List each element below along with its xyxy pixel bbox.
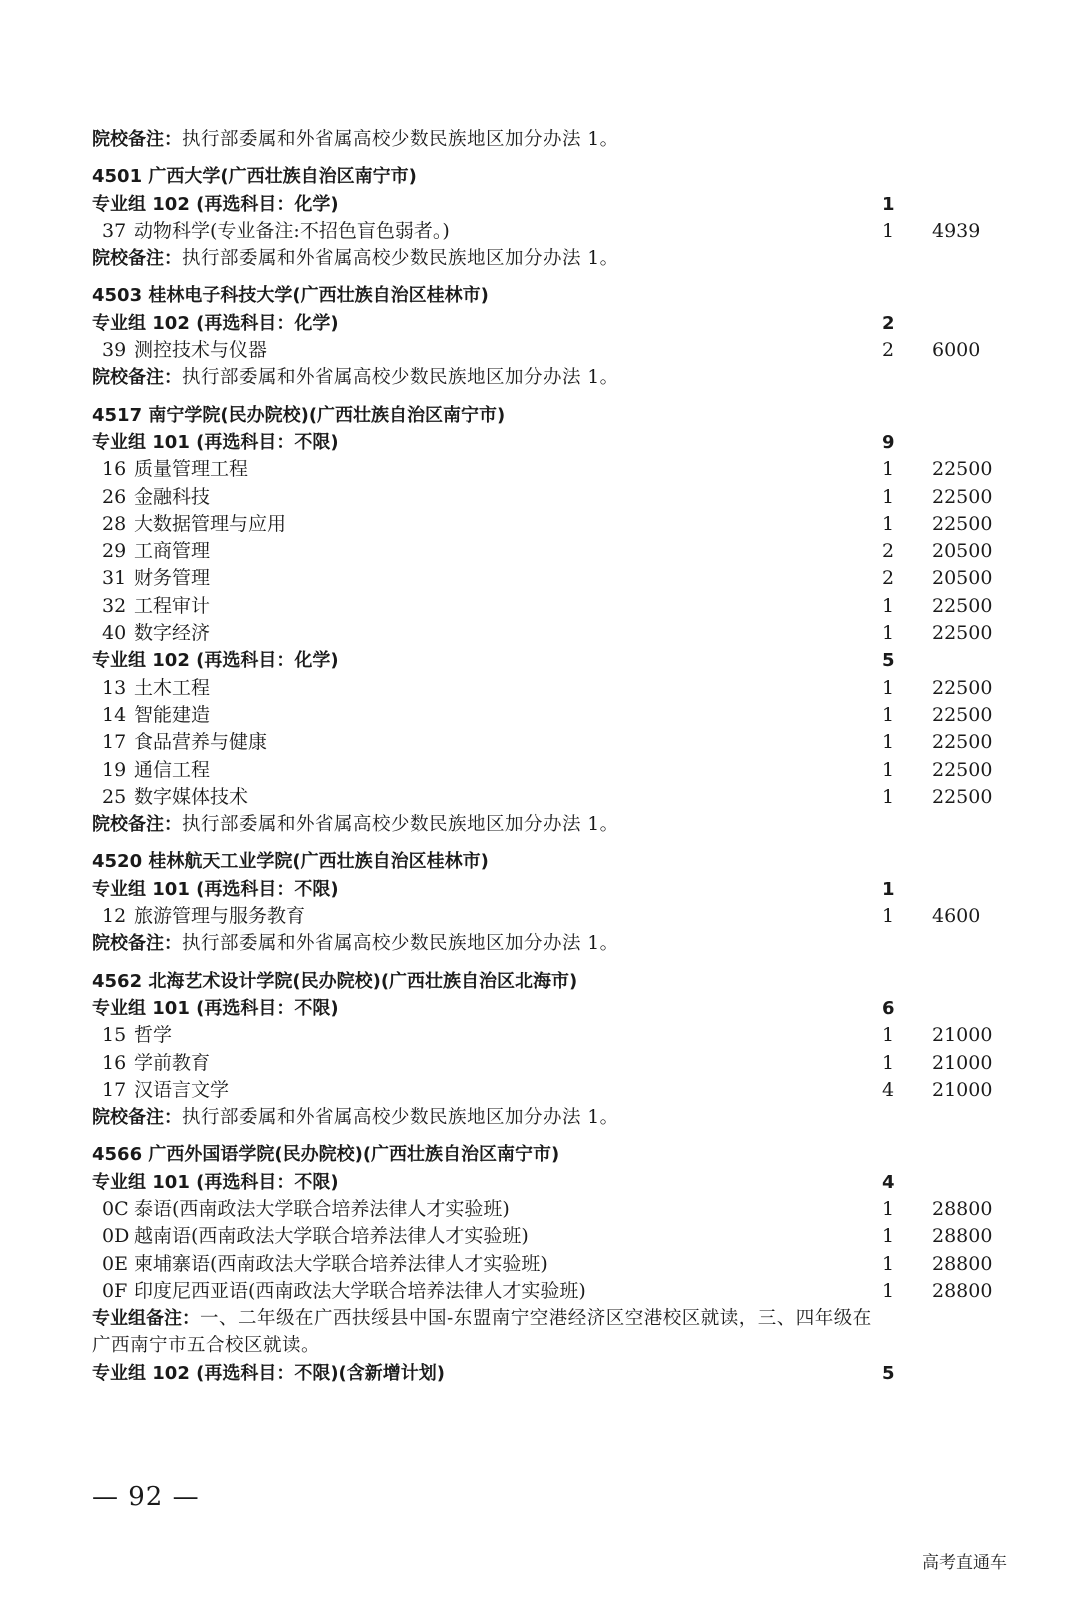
- school-header: 4520 桂林航天工业学院(广西壮族自治区桂林市): [92, 851, 489, 873]
- major-code: 16: [102, 458, 127, 481]
- major-name: 工商管理: [134, 540, 211, 563]
- major-plan-count: 1: [882, 758, 895, 781]
- school-section: [92, 968, 992, 1132]
- major-plan-count: 1: [882, 731, 895, 754]
- major-name: 食品营养与健康: [134, 731, 268, 754]
- school-section: [92, 402, 992, 839]
- page-number: — 92 —: [92, 1482, 200, 1512]
- major-name: 哲学: [134, 1024, 173, 1047]
- major-code: 29: [102, 540, 127, 563]
- major-row: [92, 538, 992, 565]
- major-row: [92, 484, 992, 511]
- major-group-header: [92, 429, 992, 456]
- major-name: 学前教育: [134, 1051, 211, 1074]
- major-code: 17: [102, 1078, 127, 1101]
- major-plan-count: 2: [882, 567, 895, 590]
- major-code: 32: [102, 594, 127, 617]
- school-remark: [92, 930, 992, 957]
- major-tuition: 21000: [932, 1051, 993, 1074]
- school-remark: [92, 364, 992, 391]
- major-name: 印度尼西亚语(西南政法大学联合培养法律人才实验班): [134, 1279, 586, 1302]
- school-remark: [92, 1104, 992, 1131]
- major-group-header: [92, 1169, 992, 1196]
- major-code: 26: [102, 485, 127, 508]
- major-name: 智能建造: [134, 703, 211, 726]
- school-section: [92, 848, 992, 957]
- major-plan-count: 1: [882, 219, 895, 242]
- group-count: 9: [882, 431, 895, 453]
- school-section: [92, 282, 992, 391]
- major-code: 40: [102, 622, 127, 645]
- major-group-header: [92, 191, 992, 218]
- school-section: [92, 1141, 992, 1387]
- remark-text: 执行部委属和外省属高校少数民族地区加分办法 1。: [182, 129, 619, 150]
- group-remark-continuation: [92, 1332, 992, 1359]
- remark-label: 院校备注：: [92, 367, 182, 389]
- remark-text: 执行部委属和外省属高校少数民族地区加分办法 1。: [182, 1107, 619, 1129]
- remark-label: 院校备注：: [92, 814, 182, 836]
- group-title: 专业组 102 (再选科目：化学): [92, 193, 339, 215]
- major-plan-count: 1: [882, 512, 895, 535]
- major-name: 财务管理: [134, 567, 211, 590]
- major-name: 数字媒体技术: [134, 785, 249, 808]
- major-name: 大数据管理与应用: [134, 512, 287, 535]
- major-row: [92, 337, 992, 364]
- major-plan-count: 1: [882, 905, 895, 928]
- school-header: 4503 桂林电子科技大学(广西壮族自治区桂林市): [92, 285, 489, 307]
- major-code: 39: [102, 339, 127, 362]
- remark-text: 执行部委属和外省属高校少数民族地区加分办法 1。: [182, 367, 619, 389]
- school-remark: [92, 811, 992, 838]
- major-plan-count: 1: [882, 1051, 895, 1074]
- group-remark-label: 专业组备注：: [92, 1308, 200, 1330]
- school-remark: [92, 245, 992, 272]
- school-section: [92, 163, 992, 272]
- school-header: 4501 广西大学(广西壮族自治区南宁市): [92, 166, 417, 188]
- major-tuition: 22500: [932, 785, 993, 808]
- major-plan-count: 1: [882, 1279, 895, 1302]
- group-title: 专业组 102 (再选科目：化学): [92, 650, 339, 672]
- major-name: 数字经济: [134, 622, 211, 645]
- remark-label: 院校备注：: [92, 129, 182, 150]
- major-tuition: 4600: [932, 905, 981, 928]
- major-tuition: 20500: [932, 540, 993, 563]
- major-row: [92, 565, 992, 592]
- major-plan-count: 1: [882, 703, 895, 726]
- major-tuition: 4939: [932, 219, 981, 242]
- major-row: [92, 511, 992, 538]
- major-row: [92, 1022, 992, 1049]
- school-header: 4517 南宁学院(民办院校)(广西壮族自治区南宁市): [92, 404, 506, 426]
- major-row: [92, 1077, 992, 1104]
- major-plan-count: 1: [882, 1024, 895, 1047]
- remark-text: 执行部委属和外省属高校少数民族地区加分办法 1。: [182, 248, 619, 270]
- major-row: [92, 1050, 992, 1077]
- group-title: 专业组 101 (再选科目：不限): [92, 431, 339, 453]
- major-plan-count: 1: [882, 458, 895, 481]
- group-title: 专业组 102 (再选科目：化学): [92, 312, 339, 334]
- major-row: [92, 593, 992, 620]
- major-row: [92, 1196, 992, 1223]
- major-plan-count: 2: [882, 339, 895, 362]
- remark-text: 执行部委属和外省属高校少数民族地区加分办法 1。: [182, 814, 619, 836]
- major-name: 通信工程: [134, 758, 211, 781]
- major-plan-count: 1: [882, 785, 895, 808]
- remark-text: 执行部委属和外省属高校少数民族地区加分办法 1。: [182, 933, 619, 955]
- major-code: 37: [102, 219, 127, 242]
- major-code: 12: [102, 905, 127, 928]
- major-tuition: 28800: [932, 1252, 993, 1275]
- major-plan-count: 1: [882, 676, 895, 699]
- major-plan-count: 1: [882, 1252, 895, 1275]
- major-row: [92, 784, 992, 811]
- group-count: 5: [882, 1362, 895, 1384]
- major-name: 金融科技: [134, 485, 211, 508]
- major-tuition: 22500: [932, 676, 993, 699]
- major-row: [92, 702, 992, 729]
- major-plan-count: 1: [882, 1225, 895, 1248]
- major-plan-count: 1: [882, 1197, 895, 1220]
- major-code: 31: [102, 567, 127, 590]
- major-name: 质量管理工程: [134, 458, 249, 481]
- major-row: [92, 218, 992, 245]
- major-tuition: 22500: [932, 703, 993, 726]
- major-row: [92, 729, 992, 756]
- major-tuition: 21000: [932, 1024, 993, 1047]
- group-count: 4: [882, 1171, 895, 1193]
- school-remark: [92, 126, 992, 153]
- major-name: 测控技术与仪器: [134, 339, 268, 362]
- group-count: 1: [882, 878, 895, 900]
- school-header: 4562 北海艺术设计学院(民办院校)(广西壮族自治区北海市): [92, 970, 578, 992]
- school-header: 4566 广西外国语学院(民办院校)(广西壮族自治区南宁市): [92, 1144, 560, 1166]
- major-tuition: 28800: [932, 1279, 993, 1302]
- major-group-header: [92, 1360, 992, 1387]
- document-body: [92, 126, 992, 1387]
- major-row: [92, 1278, 992, 1305]
- major-group-header: [92, 310, 992, 337]
- major-name: 工程审计: [134, 594, 211, 617]
- major-row: [92, 757, 992, 784]
- major-plan-count: 1: [882, 622, 895, 645]
- group-count: 5: [882, 650, 895, 672]
- major-code: 19: [102, 758, 127, 781]
- major-code: 25: [102, 785, 127, 808]
- remark-label: 院校备注：: [92, 933, 182, 955]
- major-code: 16: [102, 1051, 127, 1074]
- major-tuition: 22500: [932, 622, 993, 645]
- group-count: 6: [882, 997, 895, 1019]
- remark-label: 院校备注：: [92, 1107, 182, 1129]
- major-name: 旅游管理与服务教育: [134, 905, 306, 928]
- major-plan-count: 2: [882, 540, 895, 563]
- major-row: [92, 903, 992, 930]
- major-name: 越南语(西南政法大学联合培养法律人才实验班): [134, 1225, 529, 1248]
- major-name: 泰语(西南政法大学联合培养法律人才实验班): [134, 1197, 510, 1220]
- remark-label: 院校备注：: [92, 248, 182, 270]
- major-code: 13: [102, 676, 127, 699]
- major-row: [92, 1223, 992, 1250]
- major-tuition: 22500: [932, 594, 993, 617]
- major-code: 0E: [102, 1252, 128, 1275]
- major-tuition: 22500: [932, 758, 993, 781]
- major-plan-count: 4: [882, 1078, 895, 1101]
- major-row: [92, 620, 992, 647]
- major-tuition: 22500: [932, 512, 993, 535]
- major-code: 17: [102, 731, 127, 754]
- major-code: 0F: [102, 1279, 128, 1302]
- group-title: 专业组 101 (再选科目：不限): [92, 997, 339, 1019]
- major-name: 汉语言文学: [134, 1078, 230, 1101]
- major-group-header: [92, 647, 992, 674]
- major-code: 15: [102, 1024, 127, 1047]
- group-remark: [92, 1305, 992, 1332]
- major-tuition: 22500: [932, 458, 993, 481]
- major-code: 28: [102, 512, 127, 535]
- major-tuition: 22500: [932, 731, 993, 754]
- major-tuition: 6000: [932, 339, 981, 362]
- major-row: [92, 1251, 992, 1278]
- watermark: 高考直通车: [922, 1553, 1007, 1573]
- major-tuition: 28800: [932, 1225, 993, 1248]
- group-count: 2: [882, 312, 895, 334]
- group-title: 专业组 101 (再选科目：不限): [92, 878, 339, 900]
- major-plan-count: 1: [882, 594, 895, 617]
- major-code: 14: [102, 703, 127, 726]
- group-remark-text-line1: 一、二年级在广西扶绥县中国-东盟南宁空港经济区空港校区就读，三、四年级在: [200, 1308, 872, 1330]
- major-tuition: 20500: [932, 567, 993, 590]
- group-title: 专业组 102 (再选科目：不限)(含新增计划): [92, 1362, 446, 1384]
- group-title: 专业组 101 (再选科目：不限): [92, 1171, 339, 1193]
- major-tuition: 22500: [932, 485, 993, 508]
- group-remark-text-line2: 广西南宁市五合校区就读。: [92, 1335, 321, 1357]
- major-name: 土木工程: [134, 676, 211, 699]
- major-code: 0D: [102, 1225, 130, 1248]
- major-group-header: [92, 876, 992, 903]
- major-plan-count: 1: [882, 485, 895, 508]
- major-name: 动物科学(专业备注:不招色盲色弱者。): [134, 219, 450, 242]
- major-row: [92, 456, 992, 483]
- major-code: 0C: [102, 1197, 129, 1220]
- major-row: [92, 675, 992, 702]
- major-tuition: 21000: [932, 1078, 993, 1101]
- major-group-header: [92, 995, 992, 1022]
- group-count: 1: [882, 193, 895, 215]
- major-name: 柬埔寨语(西南政法大学联合培养法律人才实验班): [134, 1252, 548, 1275]
- major-tuition: 28800: [932, 1197, 993, 1220]
